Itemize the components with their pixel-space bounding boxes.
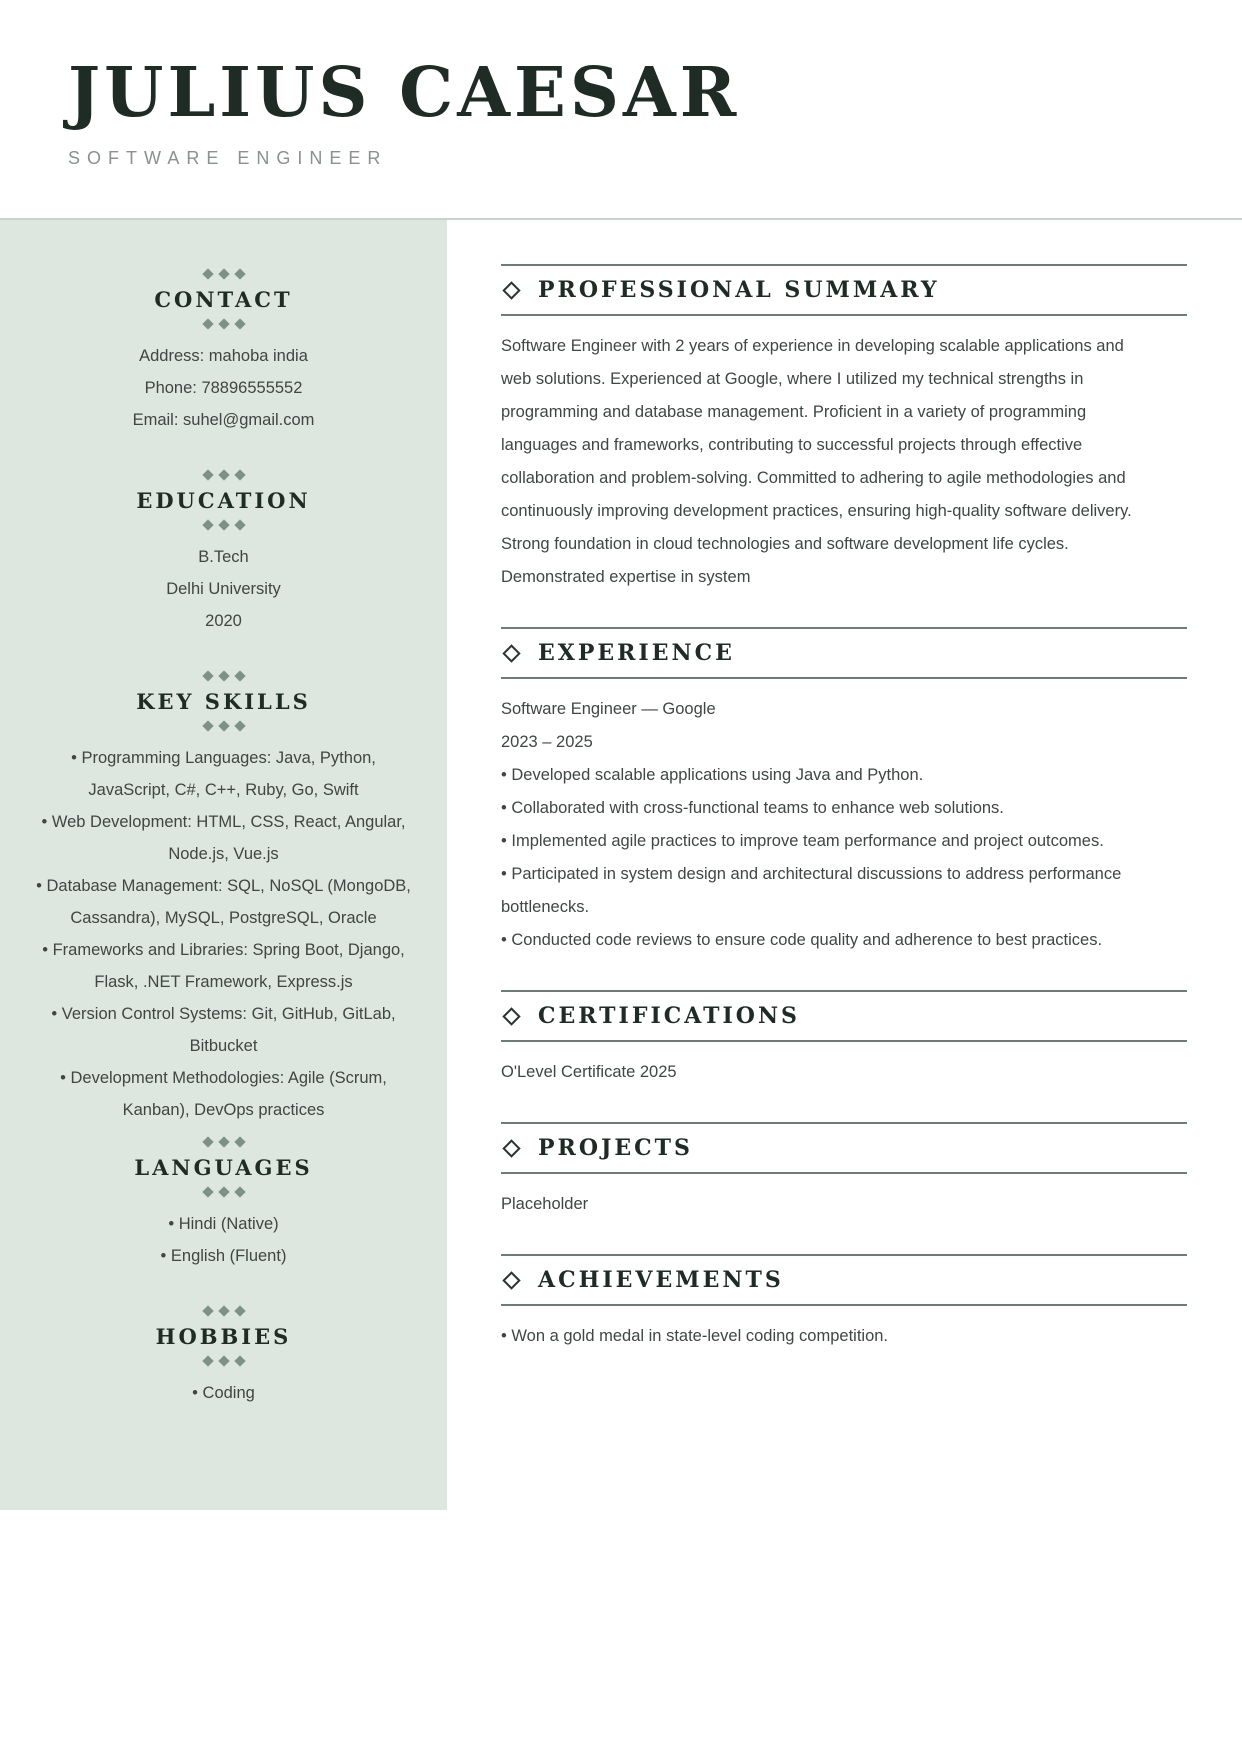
diamond-ornament-icon <box>0 1353 447 1369</box>
achievements-title: ACHIEVEMENTS <box>538 1267 784 1293</box>
certifications-header <box>501 990 1187 1042</box>
experience-bullet: • Conducted code reviews to ensure code quality and adherence to best practices. <box>501 931 1103 949</box>
achievement-item: • Won a gold medal in state-level coding competition. <box>501 1327 889 1345</box>
experience-bullet: • Participated in system design and architectural discussions to address performance <box>501 865 1122 883</box>
skill-line: • Frameworks and Libraries: Spring Boot, Django, <box>42 941 405 959</box>
achievements-header <box>501 1254 1187 1306</box>
skill-line: • Database Management: SQL, NoSQL (MongoDB, <box>36 877 411 895</box>
skill-line: Flask, .NET Framework, Express.js <box>94 973 353 991</box>
summary-title: PROFESSIONAL SUMMARY <box>538 277 940 303</box>
experience-header <box>501 627 1187 679</box>
summary-line: Strong foundation in cloud technologies and software development life cycles. <box>501 535 1069 553</box>
certifications-section <box>501 990 1187 1089</box>
skill-line: • Programming Languages: Java, Python, <box>71 749 376 767</box>
skill-line: Cassandra), MySQL, PostgreSQL, Oracle <box>70 909 377 927</box>
education-title: EDUCATION <box>136 488 311 513</box>
candidate-name: JULIUS CAESAR <box>68 53 741 133</box>
summary-section <box>501 264 1187 594</box>
summary-header <box>501 264 1187 316</box>
contact-phone: Phone: 78896555552 <box>144 379 303 397</box>
diamond-outline-icon <box>502 1139 520 1157</box>
skill-line: • Version Control Systems: Git, GitHub, GitLab, <box>51 1005 396 1023</box>
skills-title: KEY SKILLS <box>136 689 311 714</box>
diamond-ornament-icon <box>0 467 447 483</box>
education-degree: B.Tech <box>198 548 249 566</box>
achievements-section <box>501 1254 1187 1353</box>
experience-title: EXPERIENCE <box>538 640 735 666</box>
hobbies-title: HOBBIES <box>155 1324 292 1349</box>
certifications-title: CERTIFICATIONS <box>538 1003 800 1029</box>
language-item: • Hindi (Native) <box>168 1215 279 1233</box>
diamond-ornament-icon <box>0 1303 447 1319</box>
diamond-ornament-icon <box>0 517 447 533</box>
diamond-ornament-icon <box>0 316 447 332</box>
diamond-ornament-icon <box>0 1184 447 1200</box>
candidate-role: SOFTWARE ENGINEER <box>68 148 388 168</box>
summary-line: programming and database management. Proficient in a variety of programming <box>501 403 1087 421</box>
skill-line: Kanban), DevOps practices <box>122 1101 325 1119</box>
education-school: Delhi University <box>166 580 281 598</box>
experience-bullet: • Developed scalable applications using Java and Python. <box>501 766 924 784</box>
projects-header <box>501 1122 1187 1174</box>
diamond-outline-icon <box>502 281 520 299</box>
diamond-ornament-icon <box>0 718 447 734</box>
projects-section <box>501 1122 1187 1221</box>
contact-address: Address: mahoba india <box>139 347 308 365</box>
sidebar <box>0 220 447 1510</box>
summary-line: collaboration and problem-solving. Committed to adhering to agile methodologies and <box>501 469 1126 487</box>
summary-line: web solutions. Experienced at Google, where I utilized my technical strengths in <box>501 370 1084 388</box>
skill-line: JavaScript, C#, C++, Ruby, Go, Swift <box>88 781 359 799</box>
languages-section <box>0 1134 447 1272</box>
diamond-ornament-icon <box>0 266 447 282</box>
summary-line: Demonstrated expertise in system <box>501 568 751 586</box>
skill-line: • Development Methodologies: Agile (Scrum, <box>60 1069 387 1087</box>
projects-title: PROJECTS <box>538 1135 693 1161</box>
diamond-ornament-icon <box>0 668 447 684</box>
diamond-ornament-icon <box>0 1134 447 1150</box>
experience-bullet: bottlenecks. <box>501 898 590 916</box>
hobby-item: • Coding <box>192 1384 255 1402</box>
skill-line: Bitbucket <box>189 1037 258 1055</box>
experience-bullet: • Collaborated with cross-functional teams to enhance web solutions. <box>501 799 1004 817</box>
education-section <box>0 467 447 637</box>
contact-section <box>0 266 447 436</box>
hobbies-section <box>0 1303 447 1409</box>
resume-header <box>0 0 1242 218</box>
skills-section <box>0 668 447 1126</box>
experience-dates: 2023 – 2025 <box>501 733 593 751</box>
contact-email: Email: suhel@gmail.com <box>132 411 315 429</box>
skill-line: • Web Development: HTML, CSS, React, Angular, <box>41 813 406 831</box>
summary-line: Software Engineer with 2 years of experience in developing scalable applications and <box>501 337 1124 355</box>
skill-line: Node.js, Vue.js <box>168 845 279 863</box>
contact-title: CONTACT <box>154 287 293 312</box>
certification-item: O'Level Certificate 2025 <box>501 1063 677 1081</box>
summary-line: languages and frameworks, contributing to successful projects through effective <box>501 436 1083 454</box>
education-year: 2020 <box>205 612 242 630</box>
language-item: • English (Fluent) <box>160 1247 287 1265</box>
experience-bullet: • Implemented agile practices to improve team performance and project outcomes. <box>501 832 1104 850</box>
experience-section <box>501 627 1187 957</box>
languages-title: LANGUAGES <box>134 1155 313 1180</box>
diamond-outline-icon <box>502 644 520 662</box>
diamond-outline-icon <box>502 1271 520 1289</box>
summary-line: continuously improving development practices, ensuring high-quality software delivery. <box>501 502 1132 520</box>
experience-position: Software Engineer — Google <box>501 700 716 718</box>
diamond-outline-icon <box>502 1007 520 1025</box>
project-item: Placeholder <box>501 1195 589 1213</box>
